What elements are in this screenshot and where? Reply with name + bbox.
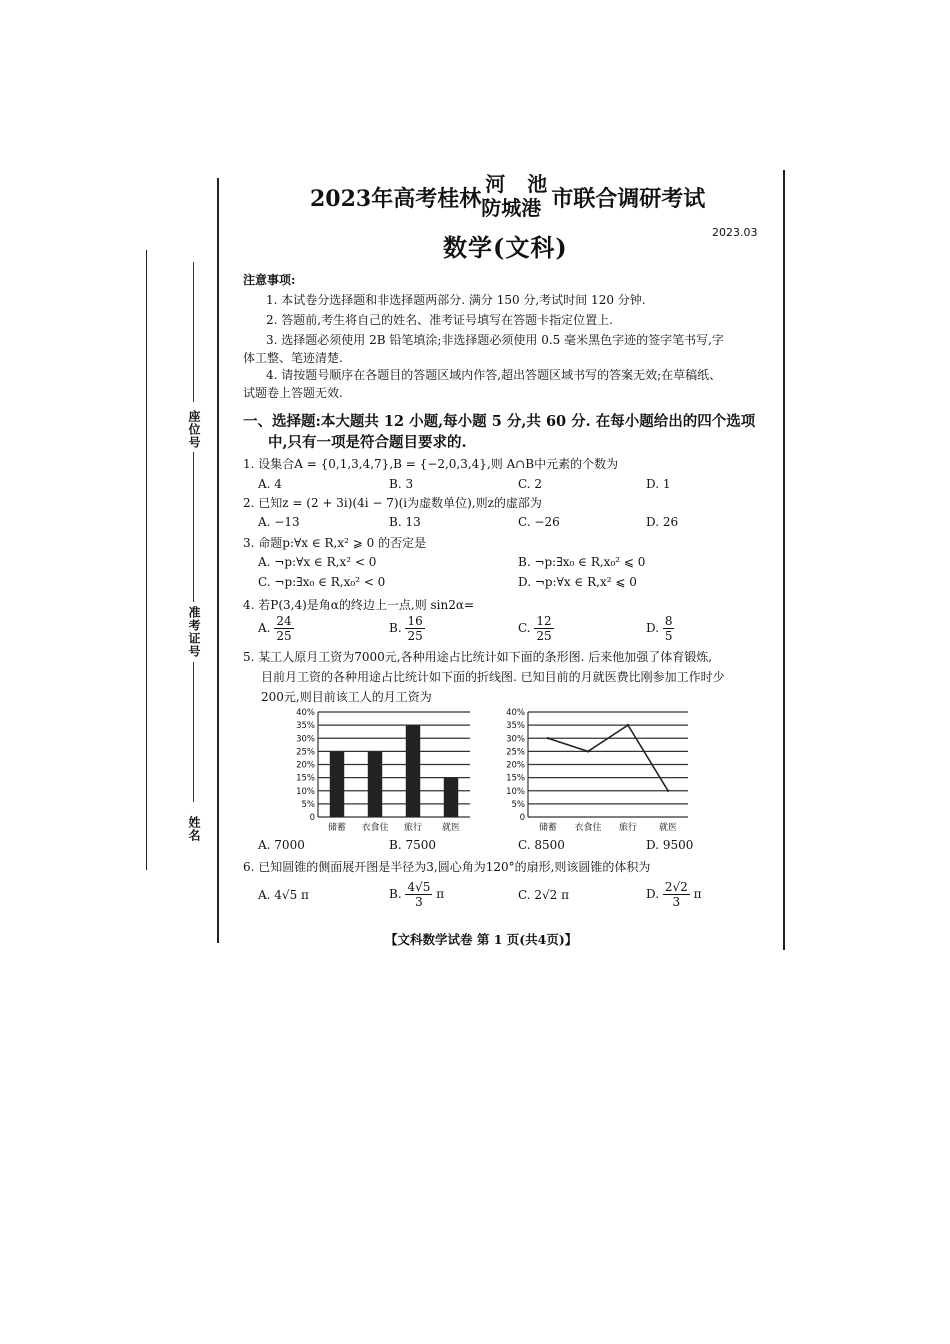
right-border-line <box>783 170 785 950</box>
x-tick-label: 就医 <box>441 823 461 833</box>
question-2-stem: 2. 已知z = (2 + 3i)(4i − 7)(i为虚数单位),则z的虚部为 <box>243 496 542 510</box>
y-tick-label: 20% <box>506 760 525 771</box>
title-city-he: 河 <box>485 172 506 196</box>
seat-line <box>193 262 194 402</box>
q4-c-numerator: 12 <box>536 614 552 628</box>
title-city-fangchenggang: 防城港 <box>481 196 542 220</box>
q6-option-d <box>646 880 701 909</box>
y-tick-label: 35% <box>506 721 525 732</box>
q4-a-fraction <box>274 614 293 643</box>
bar <box>368 751 382 817</box>
notes-item: 4. 请按题号顺序在各题目的答题区域内作答,超出答题区域书写的答案无效;在草稿纸、 <box>266 368 722 382</box>
q4-c-denominator: 25 <box>536 629 552 643</box>
x-tick-label: 储蓄 <box>538 823 558 833</box>
y-tick-label: 15% <box>506 773 525 784</box>
q4-c-label: C. <box>518 621 531 635</box>
q4-d-fraction <box>663 614 675 643</box>
y-tick-label: 5% <box>301 799 315 810</box>
y-tick-label: 15% <box>296 773 315 784</box>
q5-option-a: A. 7000 <box>258 838 305 852</box>
q5-option-c: C. 8500 <box>518 838 565 852</box>
question-4-stem: 4. 若P(3,4)是角α的终边上一点,则 sin2α= <box>243 598 475 612</box>
q3-option-c: C. ¬p:∃x₀ ∈ R,x₀² < 0 <box>258 575 386 589</box>
q2-option-d: D. 26 <box>646 515 679 529</box>
seat-label: 座位号 <box>187 410 201 449</box>
q4-c-fraction <box>534 614 553 643</box>
q6-d-numerator: 2√2 <box>664 880 688 894</box>
q3-option-b: B. ¬p:∃x₀ ∈ R,x₀² ⩽ 0 <box>518 555 646 569</box>
y-tick-label: 0 <box>309 813 315 823</box>
q3-option-d: D. ¬p:∀x ∈ R,x² ⩽ 0 <box>518 575 637 589</box>
q6-option-a: A. 4√5 π <box>258 888 309 902</box>
q4-option-d <box>646 614 674 643</box>
q2-option-c: C. −26 <box>518 515 560 529</box>
notes-item: 3. 选择题必须使用 2B 铅笔填涂;非选择题必须使用 0.5 毫米黑色字迹的签字笔书写,字 <box>266 333 724 347</box>
q5-option-d: D. 9500 <box>646 838 694 852</box>
q4-b-fraction <box>405 614 424 643</box>
notes-item: 体工整、笔迹清楚. <box>243 351 343 365</box>
x-tick-label: 衣食住 <box>574 823 602 833</box>
notes-item: 试题卷上答题无效. <box>243 386 343 400</box>
q1-option-b: B. 3 <box>389 477 414 491</box>
q4-b-numerator: 16 <box>407 614 423 628</box>
y-tick-label: 30% <box>506 734 525 745</box>
q6-b-pi: π <box>436 887 445 901</box>
q1-option-d: D. 1 <box>646 477 671 491</box>
notes-item: 2. 答题前,考生将自己的姓名、准考证号填写在答题卡指定位置上. <box>266 313 613 327</box>
q6-b-numerator: 4√5 <box>407 880 431 894</box>
q4-a-denominator: 25 <box>276 629 292 643</box>
y-tick-label: 25% <box>506 747 525 758</box>
exam-no-line-lower <box>193 662 194 802</box>
q2-option-a: A. −13 <box>258 515 300 529</box>
section-heading-cont: 中,只有一项是符合题目要求的. <box>268 434 467 451</box>
q6-option-c: C. 2√2 π <box>518 888 569 902</box>
title-suffix: 市联合调研考试 <box>551 186 706 212</box>
binding-edge-line <box>146 250 147 870</box>
title-city-stack <box>481 172 551 220</box>
q2-option-b: B. 13 <box>389 515 421 529</box>
q6-b-denominator: 3 <box>415 895 423 909</box>
series-line <box>548 725 668 791</box>
y-tick-label: 0 <box>519 813 525 823</box>
y-tick-label: 5% <box>511 799 525 810</box>
data-point <box>667 790 669 792</box>
q4-d-denominator: 5 <box>664 629 673 643</box>
q1-option-c: C. 2 <box>518 477 543 491</box>
exam-date: 2023.03 <box>712 226 758 239</box>
y-tick-label: 40% <box>296 708 315 718</box>
question-1-stem: 1. 设集合A = {0,1,3,4,7},B = {−2,0,3,4},则 A∩B中元素的个数为 <box>243 457 619 471</box>
question-5-line-2: 目前月工资的各种用途占比统计如下面的折线图. 已知目前的月就医费比刚参加工作时少 <box>261 670 725 684</box>
y-tick-label: 20% <box>296 760 315 771</box>
line-chart <box>498 700 708 835</box>
y-tick-label: 35% <box>296 721 315 732</box>
y-tick-label: 40% <box>506 708 525 718</box>
q1-option-a: A. 4 <box>258 477 282 491</box>
data-point <box>547 737 549 739</box>
q6-d-denominator: 3 <box>672 895 681 909</box>
x-tick-label: 储蓄 <box>327 823 347 833</box>
x-tick-label: 衣食住 <box>361 823 389 833</box>
q4-d-numerator: 8 <box>664 614 673 628</box>
page-footer: 【文科数学试卷 第 1 页(共4页)】 <box>385 932 578 947</box>
y-tick-label: 10% <box>296 786 315 797</box>
q4-d-label: D. <box>646 621 660 635</box>
q4-a-numerator: 24 <box>276 614 292 628</box>
q4-option-a <box>258 614 294 643</box>
q6-b-label: B. <box>389 887 402 901</box>
x-tick-label: 就医 <box>658 823 678 833</box>
exam-no-label: 准考证号 <box>187 606 201 658</box>
exam-subtitle: 数学(文科) <box>443 233 568 262</box>
y-tick-label: 30% <box>296 734 315 745</box>
section-heading: 一、选择题:本大题共 12 小题,每小题 5 分,共 60 分. 在每小题给出的四个选项 <box>243 413 756 430</box>
x-tick-label: 旅行 <box>618 823 638 833</box>
exam-no-line <box>193 452 194 602</box>
bar-chart <box>280 700 480 835</box>
q4-b-label: B. <box>389 621 402 635</box>
x-tick-label: 旅行 <box>403 823 423 833</box>
y-tick-label: 10% <box>506 786 525 797</box>
title-prefix: 2023年高考桂林 <box>310 186 482 212</box>
q6-option-b <box>389 880 444 909</box>
question-3-stem: 3. 命题p:∀x ∈ R,x² ⩾ 0 的否定是 <box>243 536 427 550</box>
q4-option-b <box>389 614 425 643</box>
q3-option-a: A. ¬p:∀x ∈ R,x² < 0 <box>258 555 377 569</box>
data-point <box>587 750 589 752</box>
notes-heading: 注意事项: <box>243 273 296 287</box>
q6-d-label: D. <box>646 887 660 901</box>
q6-d-fraction <box>663 880 690 909</box>
bar <box>330 751 344 817</box>
exam-title <box>310 172 706 220</box>
question-6-stem: 6. 已知圆锥的侧面展开图是半径为3,圆心角为120°的扇形,则该圆锥的体积为 <box>243 860 651 874</box>
q4-a-label: A. <box>258 621 271 635</box>
data-point <box>627 724 629 726</box>
y-tick-label: 25% <box>296 747 315 758</box>
q4-option-c <box>518 614 554 643</box>
title-city-chi: 池 <box>527 172 548 196</box>
binding-line <box>217 178 219 943</box>
bar <box>406 725 420 817</box>
q6-d-pi: π <box>693 887 702 901</box>
notes-item: 1. 本试卷分选择题和非选择题两部分. 满分 150 分,考试时间 120 分钟. <box>266 293 646 307</box>
question-5-line-3: 200元,则目前该工人的月工资为 <box>261 690 432 704</box>
name-label: 姓名 <box>187 816 201 842</box>
question-5-line-1: 5. 某工人原月工资为7000元,各种用途占比统计如下面的条形图. 后来他加强了体育锻炼, <box>243 650 713 664</box>
bar <box>444 778 458 817</box>
q4-b-denominator: 25 <box>407 629 423 643</box>
q6-b-fraction <box>405 880 432 909</box>
q5-option-b: B. 7500 <box>389 838 436 852</box>
